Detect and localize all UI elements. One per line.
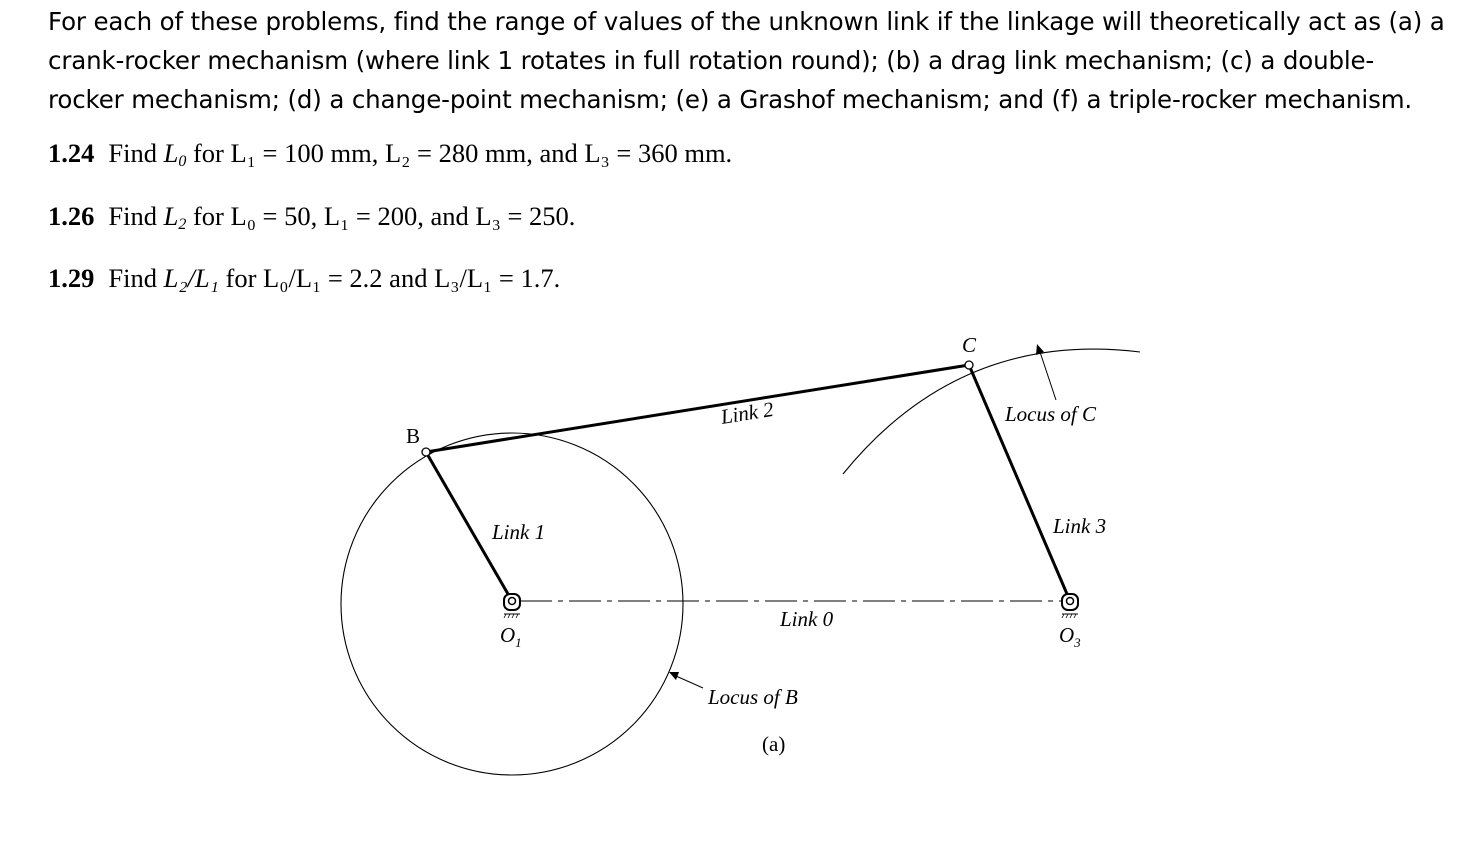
problem-number: 1.24 [48, 138, 95, 168]
unknown-variable: $L_2$ [163, 201, 187, 233]
label-link-3: Link 3 [1053, 514, 1107, 538]
label-link-0: Link 0 [780, 607, 834, 631]
ground-pivot-o1-icon [504, 594, 520, 618]
find-word: Find [108, 263, 157, 293]
label-c: C [962, 333, 977, 357]
label-link-1: Link 1 [492, 520, 546, 544]
given-values: for L₀/L₁ = 2.2 and L₃/L₁ = 1.7. [225, 263, 561, 293]
locus-b-arrowhead-icon [669, 672, 679, 680]
locus-b-pointer [676, 676, 703, 688]
unknown-variable: $L_0$ [163, 138, 187, 170]
label-link-2: Link 2 [719, 396, 776, 429]
figure-caption: (a) [762, 732, 786, 756]
locus-c-pointer [1040, 352, 1056, 400]
find-word: Find [108, 201, 157, 231]
label-o1: $O_1$ [500, 623, 522, 650]
problem-instructions: For each of these problems, find the range of values of the unknown link if the linkage will theoretically act as (a) a crank-rocker mechanism (where link 1 rotates in full rotation round); (b) a drag link mechanism; (c) a double-rocker mechanism; (d) a change-point mechanism; (e) a Grashof mechanism; and (f) a triple-rocker mechanism. [48, 7, 1445, 114]
label-b: B [406, 424, 421, 448]
ground-pivot-o3-icon [1062, 594, 1078, 618]
given-values: for L₁ = 100 mm, L₂ = 280 mm, and L₃ = 360 mm. [192, 138, 733, 168]
problem-number: 1.26 [48, 201, 95, 231]
link-3 [969, 365, 1070, 601]
unknown-variable: L₂/L₁ [163, 263, 219, 293]
joint-c [965, 361, 973, 369]
label-locus-of-b: Locus of B [708, 685, 798, 709]
problem-number: 1.29 [48, 263, 95, 293]
find-word: Find [108, 138, 157, 168]
label-o3: $O_3$ [1059, 623, 1081, 650]
link-2 [426, 365, 969, 452]
joint-b [422, 448, 430, 456]
given-values: for L₀ = 50, L₁ = 200, and L₃ = 250. [192, 201, 576, 231]
label-locus-of-c: Locus of C [1005, 402, 1097, 426]
